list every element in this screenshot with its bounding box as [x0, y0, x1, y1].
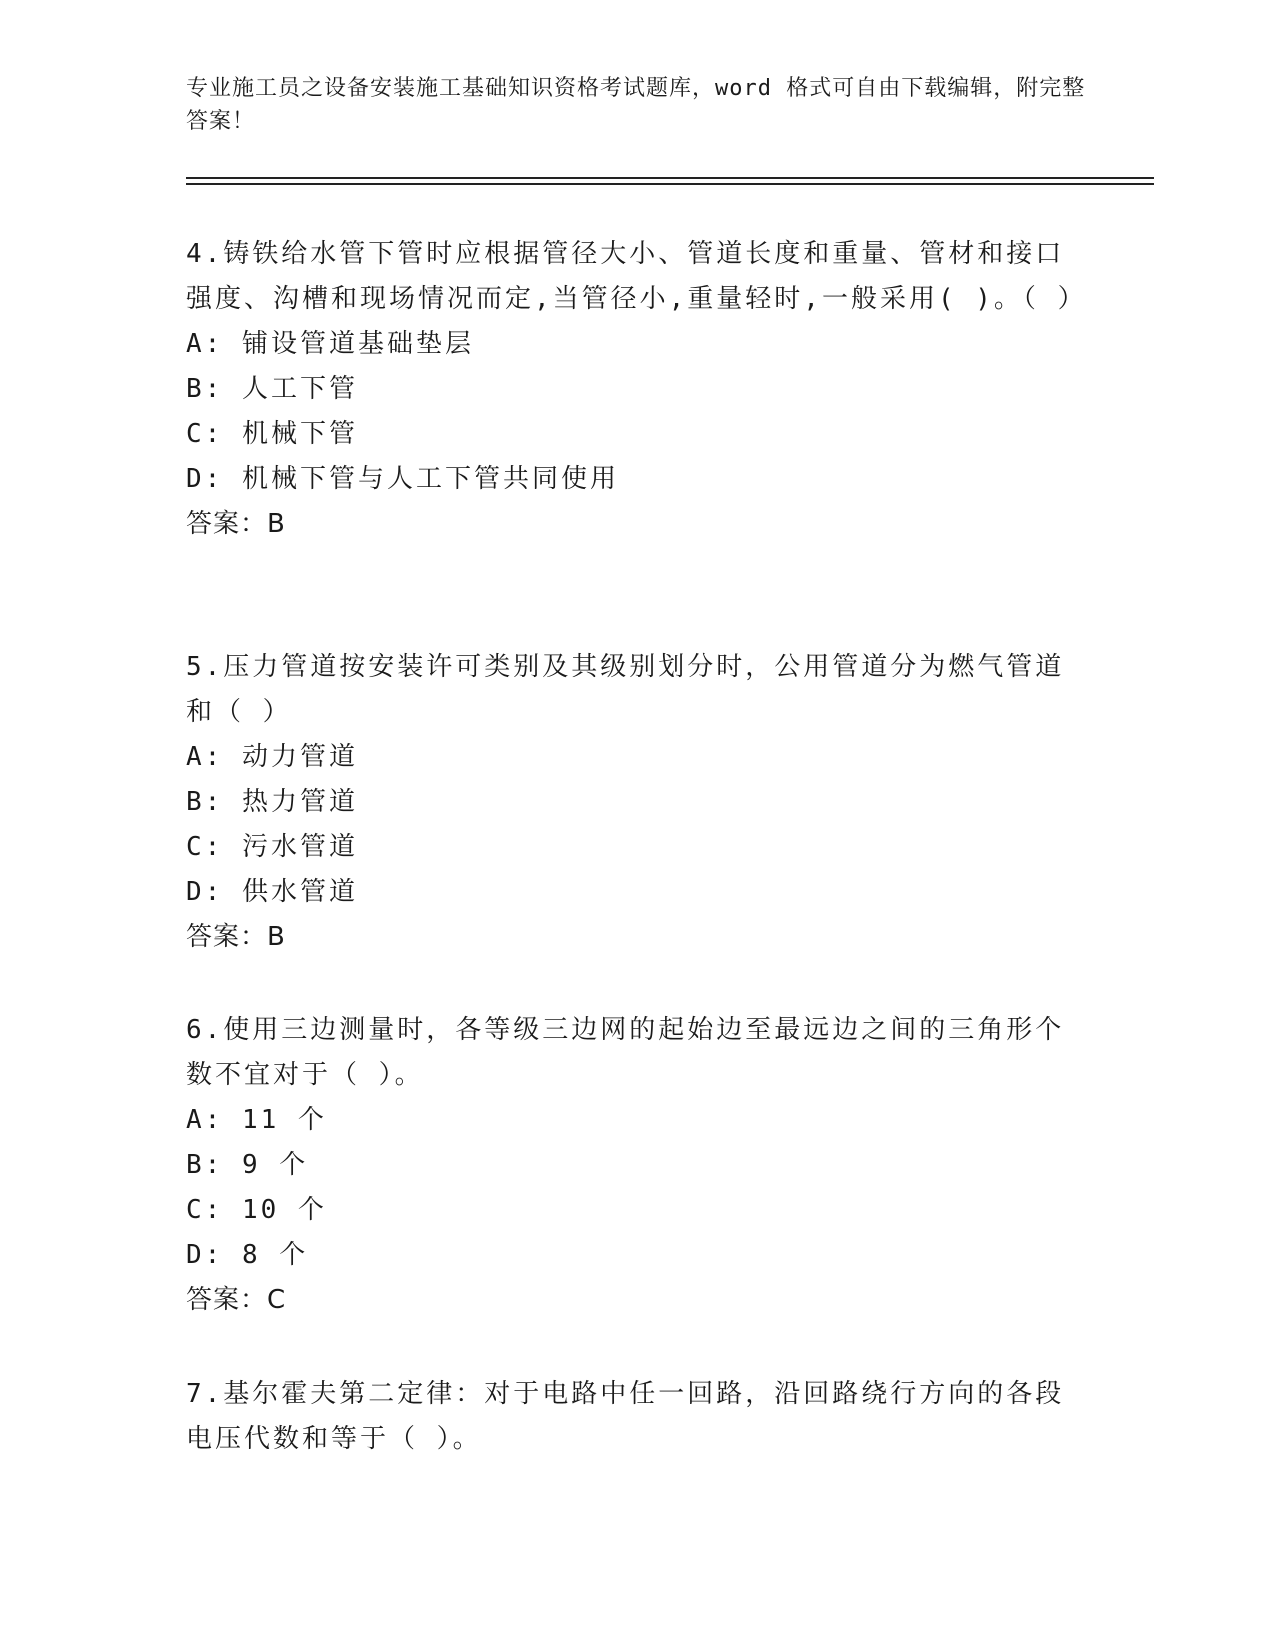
question-stem: 5.压力管道按安装许可类别及其级别划分时，公用管道分为燃气管道和（ ） [186, 652, 1065, 727]
option-c: C: 污水管道 [186, 832, 358, 862]
option-a: A: 11 个 [186, 1105, 327, 1135]
answer: 答案：B [186, 509, 286, 539]
question-4 [186, 232, 1086, 547]
option-d: D: 8 个 [186, 1240, 309, 1270]
option-a: A: 铺设管道基础垫层 [186, 329, 474, 359]
question-7 [186, 1372, 1086, 1462]
option-c: C: 机械下管 [186, 419, 358, 449]
question-stem: 6.使用三边测量时，各等级三边网的起始边至最远边之间的三角形个数不宜对于（ ）。 [186, 1015, 1065, 1090]
option-d: D: 供水管道 [186, 877, 358, 907]
answer: 答案：C [186, 1285, 287, 1315]
answer: 答案：B [186, 922, 286, 952]
question-5 [186, 645, 1086, 960]
option-b: B: 9 个 [186, 1150, 309, 1180]
option-c: C: 10 个 [186, 1195, 327, 1225]
question-stem: 7.基尔霍夫第二定律：对于电路中任一回路，沿回路绕行方向的各段电压代数和等于（ ）。 [186, 1379, 1065, 1454]
option-b: B: 热力管道 [186, 787, 358, 817]
question-6 [186, 1008, 1086, 1323]
document-header: 专业施工员之设备安装施工基础知识资格考试题库，word 格式可自由下载编辑，附完整答案！ [186, 76, 1086, 134]
question-stem: 4.铸铁给水管下管时应根据管径大小、管道长度和重量、管材和接口强度、沟槽和现场情况而定,当管径小,重量轻时,一般采用( )。（ ） [186, 239, 1087, 314]
option-d: D: 机械下管与人工下管共同使用 [186, 464, 619, 494]
header-divider-bottom [186, 183, 1154, 185]
header-divider-top [186, 177, 1154, 179]
option-a: A: 动力管道 [186, 742, 358, 772]
option-b: B: 人工下管 [186, 374, 358, 404]
